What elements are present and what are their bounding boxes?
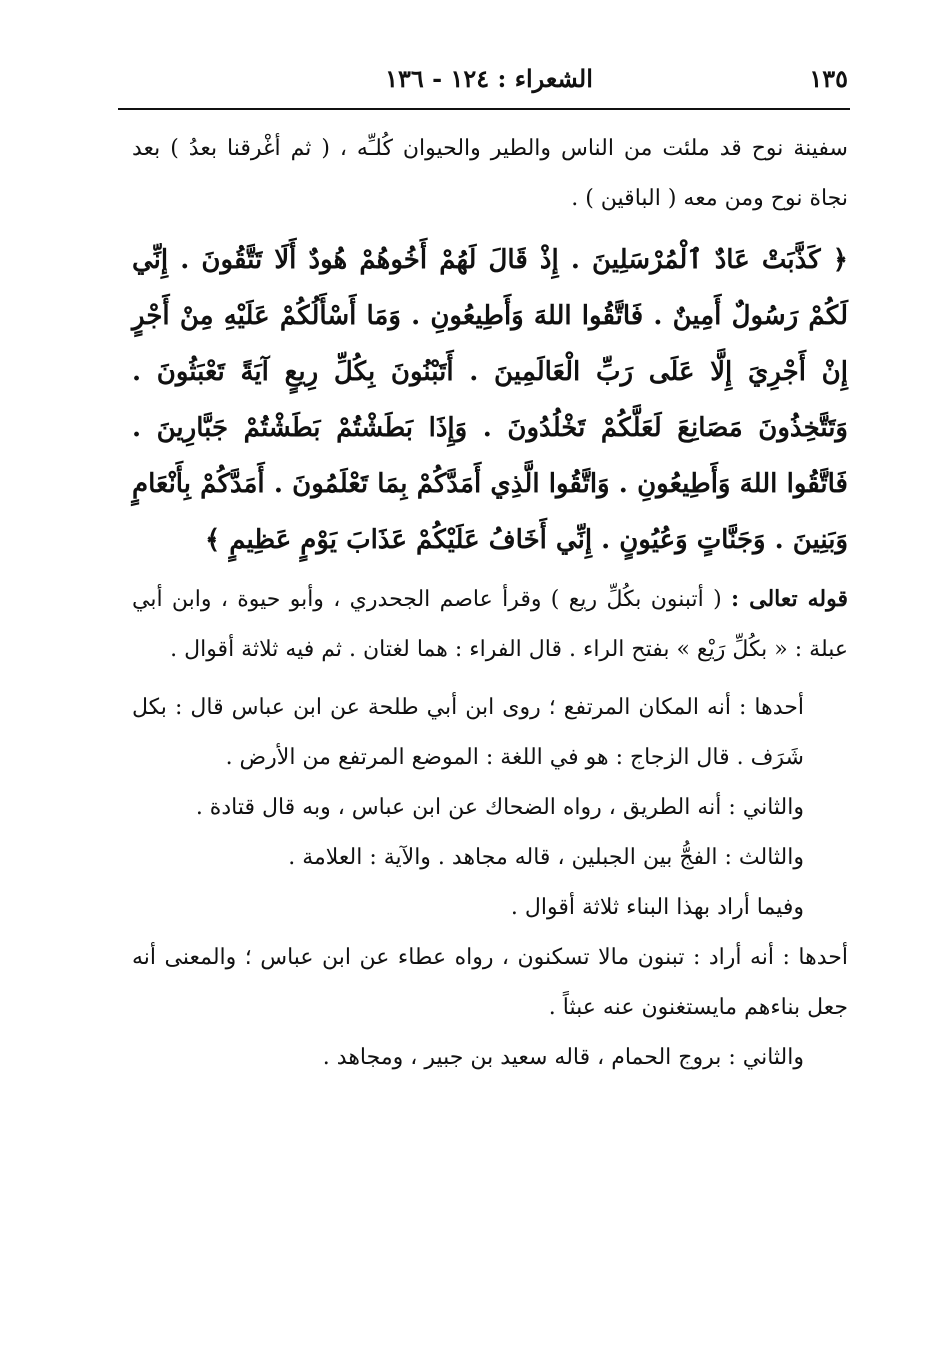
commentary-paragraph-3-text: ( أتبنون بكُلِّ ريع ) وقرأ عاصم الجحدري ، وأبو حيوة ، وابن أبي عبلة : « بكُلِّ رَيْع » بفتح الراء . قال الفراء : هما لغتان . ثم فيه ثلاثة أقوال . xyxy=(132,587,848,662)
commentary-paragraph-5: والثاني : أنه الطريق ، رواه الضحاك عن ابن عباس ، وبه قال قتادة . xyxy=(195,795,804,820)
running-title: الشعراء : ١٢٤ - ١٣٦ xyxy=(385,64,593,93)
header-divider xyxy=(118,108,850,110)
commentary-paragraph-6: والثالث : الفجُّ بين الجبلين ، قاله مجاهد . والآية : العلامة . xyxy=(288,845,804,870)
commentary-paragraph-8: أحدها : أنه أراد : تبنون مالا تسكنون ، رواه عطاء عن ابن عباس ؛ والمعنى أنه جعل بناءهم مايستغنون عنه عبثاً . xyxy=(132,945,848,1020)
commentary-paragraph-3 xyxy=(132,574,848,675)
page-body xyxy=(132,124,848,1083)
quran-verse-block: ﴿ كَذَّبَتْ عَادٌ ٱلْمُرْسَلِينَ . إِذْ قَالَ لَهُمْ أَخُوهُمْ هُودٌ أَلَا تَتَّقُونَ . إِنِّي لَكُمْ رَسُولٌ أَمِينٌ . فَاتَّقُوا اللهَ وَأَطِيعُونِ . وَمَا أَسْأَلُكُمْ عَلَيْهِ مِنْ أَجْرٍ إِنْ أَجْرِيَ إِلَّا عَلَى رَبِّ الْعَالَمِينَ . أَتَبْنُونَ بِكُلِّ رِيعٍ آيَةً تَعْبَثُونَ . وَتَتَّخِذُونَ مَصَانِعَ لَعَلَّكُمْ تَخْلُدُونَ . وَإِذَا بَطَشْتُمْ بَطَشْتُمْ جَبَّارِينَ . فَاتَّقُوا اللهَ وَأَطِيعُونِ . وَاتَّقُوا الَّذِي أَمَدَّكُمْ بِمَا تَعْلَمُونَ . أَمَدَّكُمْ بِأَنْعَامٍ وَبَنِينَ . وَجَنَّاتٍ وَعُيُونٍ . إِنِّي أَخَافُ عَلَيْكُمْ عَذَابَ يَوْمٍ عَظِيمٍ ﴾ xyxy=(132,245,848,555)
commentary-paragraph-7: وفيما أراد بهذا البناء ثلاثة أقوال . xyxy=(510,895,804,920)
page-header xyxy=(130,64,848,100)
commentary-paragraph-4: أحدها : أنه المكان المرتفع ؛ روى ابن أبي طلحة عن ابن عباس قال : بكل شَرَف . قال الزجاج : هو في اللغة : الموضع المرتفع من الأرض . xyxy=(132,695,804,770)
commentary-paragraph-1: سفينة نوح قد ملئت من الناس والطير والحيوان كُلـِّه ، ( ثم أغْرقنا بعدُ ) بعد نجاة نوح ومن معه ( الباقين ) . xyxy=(132,136,848,211)
commentary-paragraph-9: والثاني : بروج الحمام ، قاله سعيد بن جبير ، ومجاهد . xyxy=(322,1045,804,1070)
commentary-lead-phrase: قوله تعالى : xyxy=(731,586,848,612)
page-number: ١٣٥ xyxy=(809,64,848,93)
